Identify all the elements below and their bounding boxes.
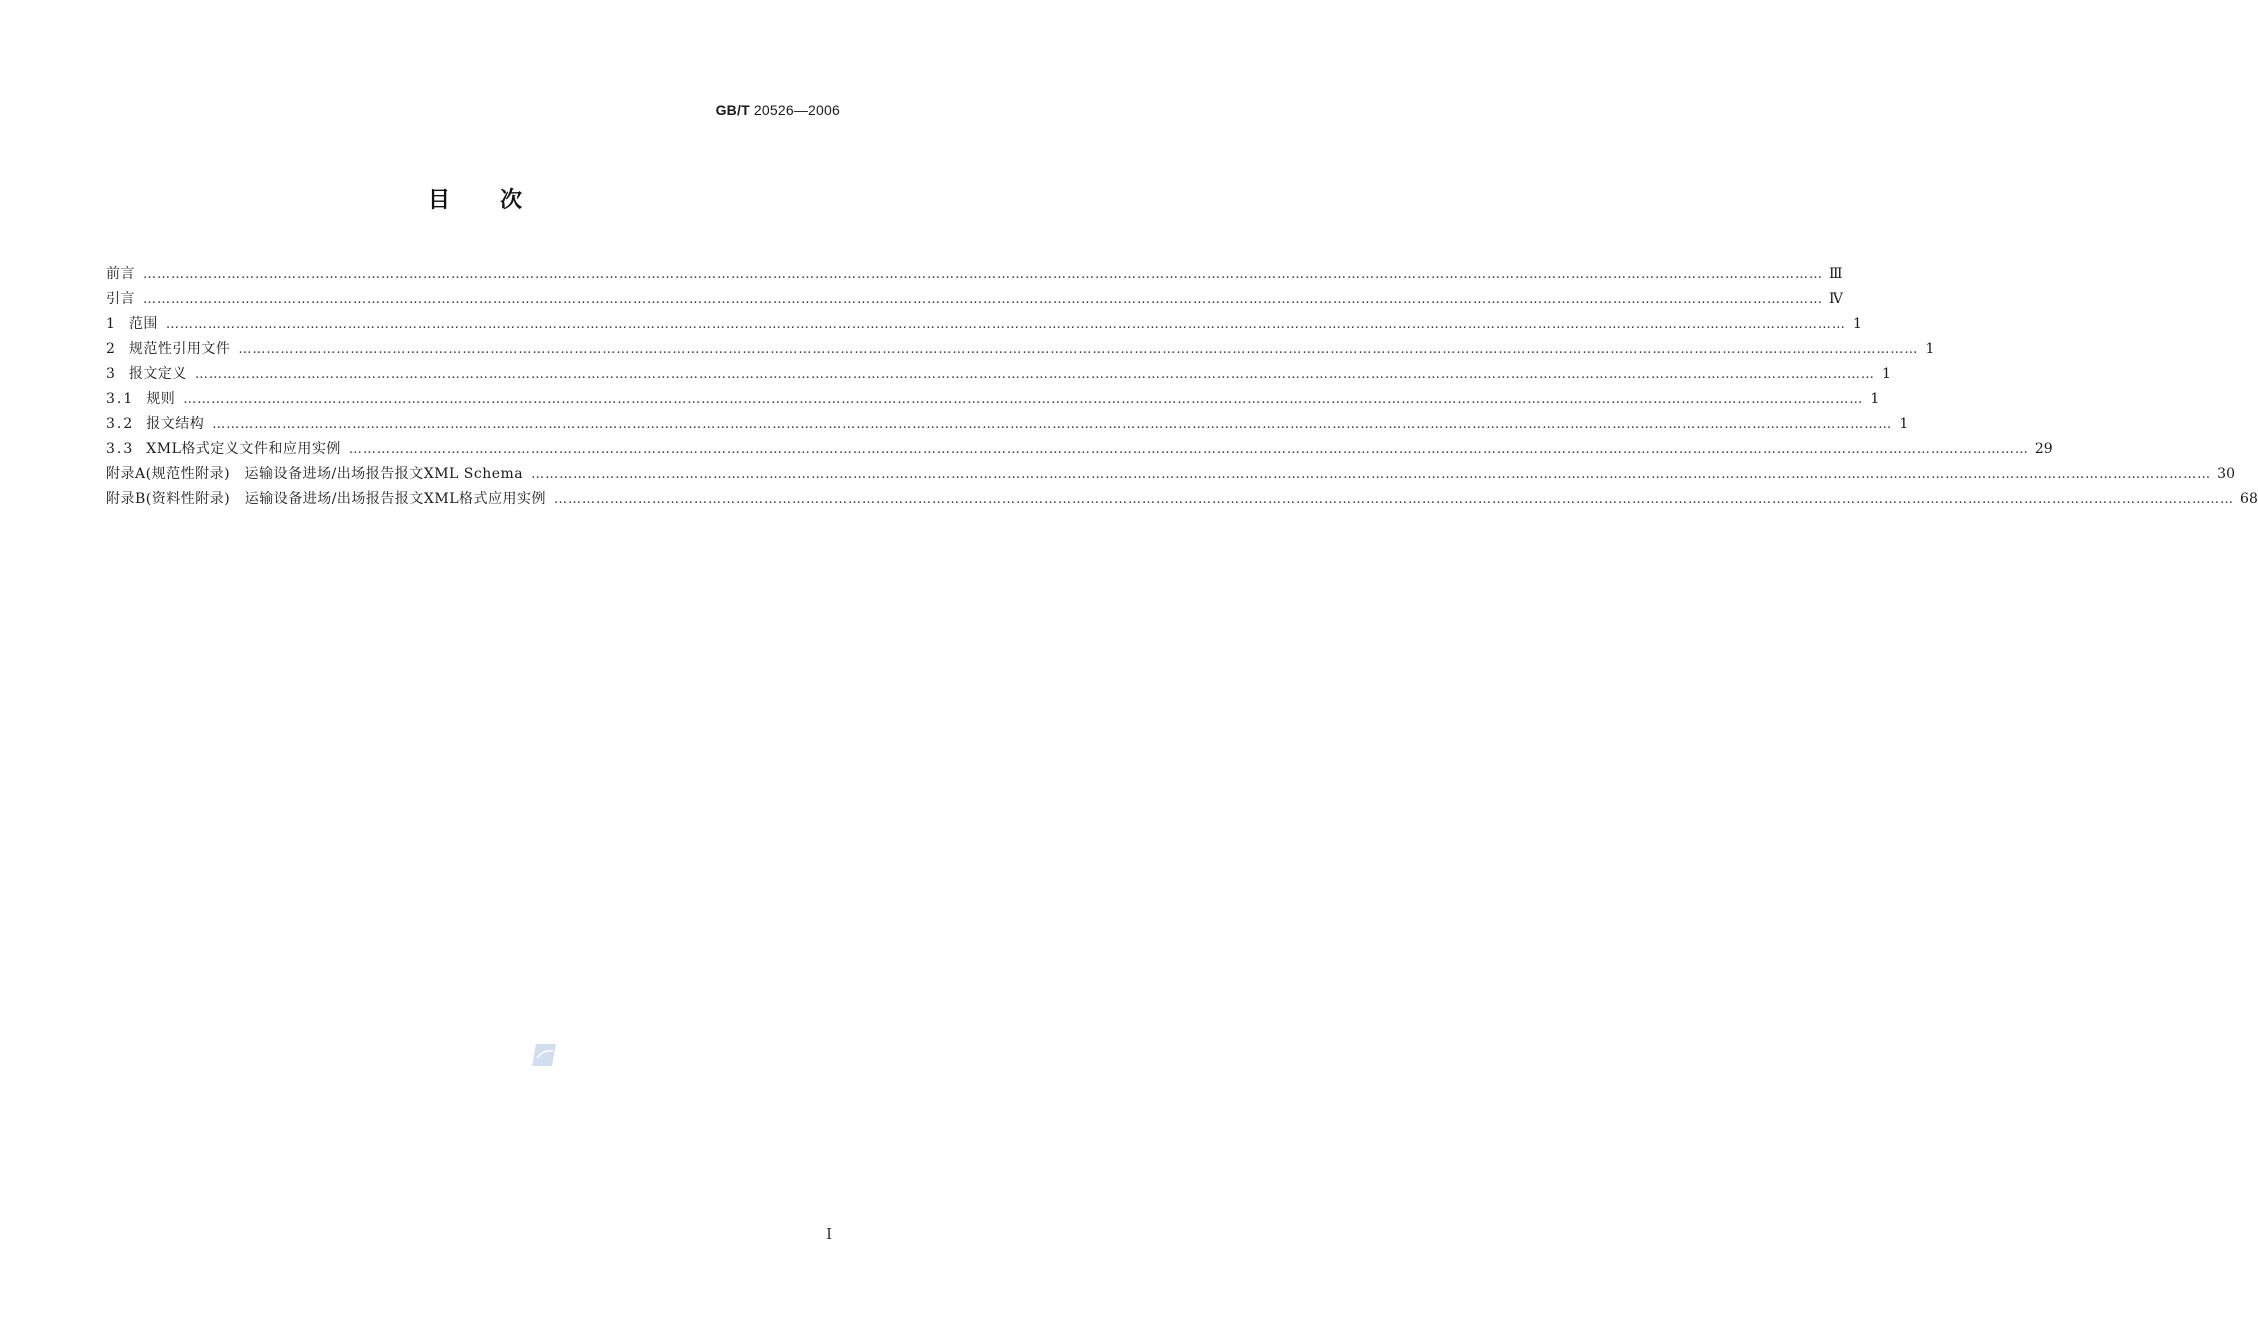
toc-entry-title: 规范性引用文件 bbox=[128, 341, 231, 357]
toc-entry-page: 29 bbox=[2034, 441, 2053, 457]
dot-leader: ……………………………………………………………………………………………………………………………………………………………………………………………………………………………………………………………………………………………………………………………… bbox=[143, 267, 1823, 282]
toc-entry-page: 1 bbox=[1899, 416, 1909, 432]
toc-entry-label bbox=[106, 287, 135, 312]
dot-leader: ……………………………………………………………………………………………………………………………………………………………………………………………………………………………………………………………………………………………………………………………… bbox=[348, 442, 2029, 457]
toc-entry-label bbox=[106, 312, 158, 337]
dot-leader: ……………………………………………………………………………………………………………………………………………………………………………………………………………………………………………………………………………………………………………………………… bbox=[238, 342, 1919, 357]
dot-leader: ……………………………………………………………………………………………………………………………………………………………………………………………………………………………………………………………………………………………………………………………… bbox=[165, 317, 1846, 332]
toc-entry[interactable] bbox=[106, 287, 1843, 312]
toc-entry-title: 报文定义 bbox=[128, 366, 187, 382]
toc-entry[interactable] bbox=[106, 462, 2235, 487]
toc-entry-number: 3 bbox=[106, 366, 117, 382]
toc-entry-page: 1 bbox=[1853, 316, 1862, 332]
toc-entry-page: 30 bbox=[2217, 466, 2235, 482]
page-number: Ⅰ bbox=[826, 1225, 832, 1243]
toc-entry-title: 规则 bbox=[146, 391, 176, 407]
toc-entry[interactable] bbox=[106, 362, 1891, 387]
toc-entry-label bbox=[106, 412, 204, 437]
toc-entry[interactable] bbox=[106, 312, 1862, 337]
toc-entry-page: 1 bbox=[1882, 366, 1891, 382]
dot-leader: ……………………………………………………………………………………………………………………………………………………………………………………………………………………………………………………………………………………………………………………………… bbox=[212, 417, 1893, 432]
sac-logo-icon-graphic bbox=[531, 1043, 557, 1067]
sac-logo-icon bbox=[531, 1043, 557, 1067]
toc-entry-title: 附录B(资料性附录) 运输设备进场/出场报告报文XML格式应用实例 bbox=[106, 491, 547, 507]
toc-entry-number: 3.1 bbox=[106, 391, 135, 407]
toc-entry-label bbox=[106, 437, 341, 462]
toc-entry-label bbox=[106, 337, 230, 362]
toc-entry-page: 1 bbox=[1870, 391, 1880, 407]
standard-prefix: GB/T bbox=[715, 102, 750, 118]
toc-entry[interactable] bbox=[106, 387, 1880, 412]
toc-entry[interactable] bbox=[106, 437, 2053, 462]
toc-entry-label bbox=[106, 262, 135, 287]
toc-entry-page: 1 bbox=[1925, 341, 1935, 357]
toc-entry-page: Ⅳ bbox=[1829, 291, 1843, 307]
toc-entry[interactable] bbox=[106, 487, 2258, 512]
dot-leader: ……………………………………………………………………………………………………………………………………………………………………………………………………………………………………………………………………………………………………………………………… bbox=[531, 467, 2212, 482]
toc-entry-number: 1 bbox=[106, 316, 117, 332]
toc-entry-number: 3.2 bbox=[106, 416, 135, 432]
toc-entry-label bbox=[106, 487, 546, 512]
toc-entry[interactable] bbox=[106, 337, 1935, 362]
toc-entry-number: 2 bbox=[106, 341, 117, 357]
toc-entry-label bbox=[106, 362, 187, 387]
standard-code: 20526—2006 bbox=[753, 102, 840, 118]
toc-entry-title: 引言 bbox=[106, 291, 135, 307]
toc-entry-number: 3.3 bbox=[106, 441, 135, 457]
toc-entry-page: Ⅲ bbox=[1829, 266, 1843, 282]
toc-entry[interactable] bbox=[106, 262, 1843, 287]
standard-number bbox=[716, 102, 840, 118]
toc-entry-title: 报文结构 bbox=[146, 416, 205, 432]
dot-leader: ……………………………………………………………………………………………………………………………………………………………………………………………………………………………………………………………………………………………………………………………… bbox=[554, 492, 2235, 507]
page-title: 目次 bbox=[427, 188, 572, 213]
dot-leader: ……………………………………………………………………………………………………………………………………………………………………………………………………………………………………………………………………………………………………………………………… bbox=[183, 392, 1864, 407]
toc-entry-title: 前言 bbox=[106, 266, 135, 282]
toc-entry[interactable] bbox=[106, 412, 1909, 437]
toc-entry-title: 范围 bbox=[128, 316, 158, 332]
dot-leader: ……………………………………………………………………………………………………………………………………………………………………………………………………………………………………………………………………………………………………………………………… bbox=[194, 367, 1875, 382]
toc-entry-title: 附录A(规范性附录) 运输设备进场/出场报告报文XML Schema bbox=[106, 466, 524, 482]
toc-entry-label bbox=[106, 387, 175, 412]
toc-entry-title: XML格式定义文件和应用实例 bbox=[146, 441, 341, 457]
dot-leader: ……………………………………………………………………………………………………………………………………………………………………………………………………………………………………………………………………………………………………………………………… bbox=[143, 292, 1823, 307]
table-of-contents bbox=[106, 262, 2258, 512]
toc-entry-page: 68 bbox=[2240, 491, 2258, 507]
toc-entry-label bbox=[106, 462, 523, 487]
